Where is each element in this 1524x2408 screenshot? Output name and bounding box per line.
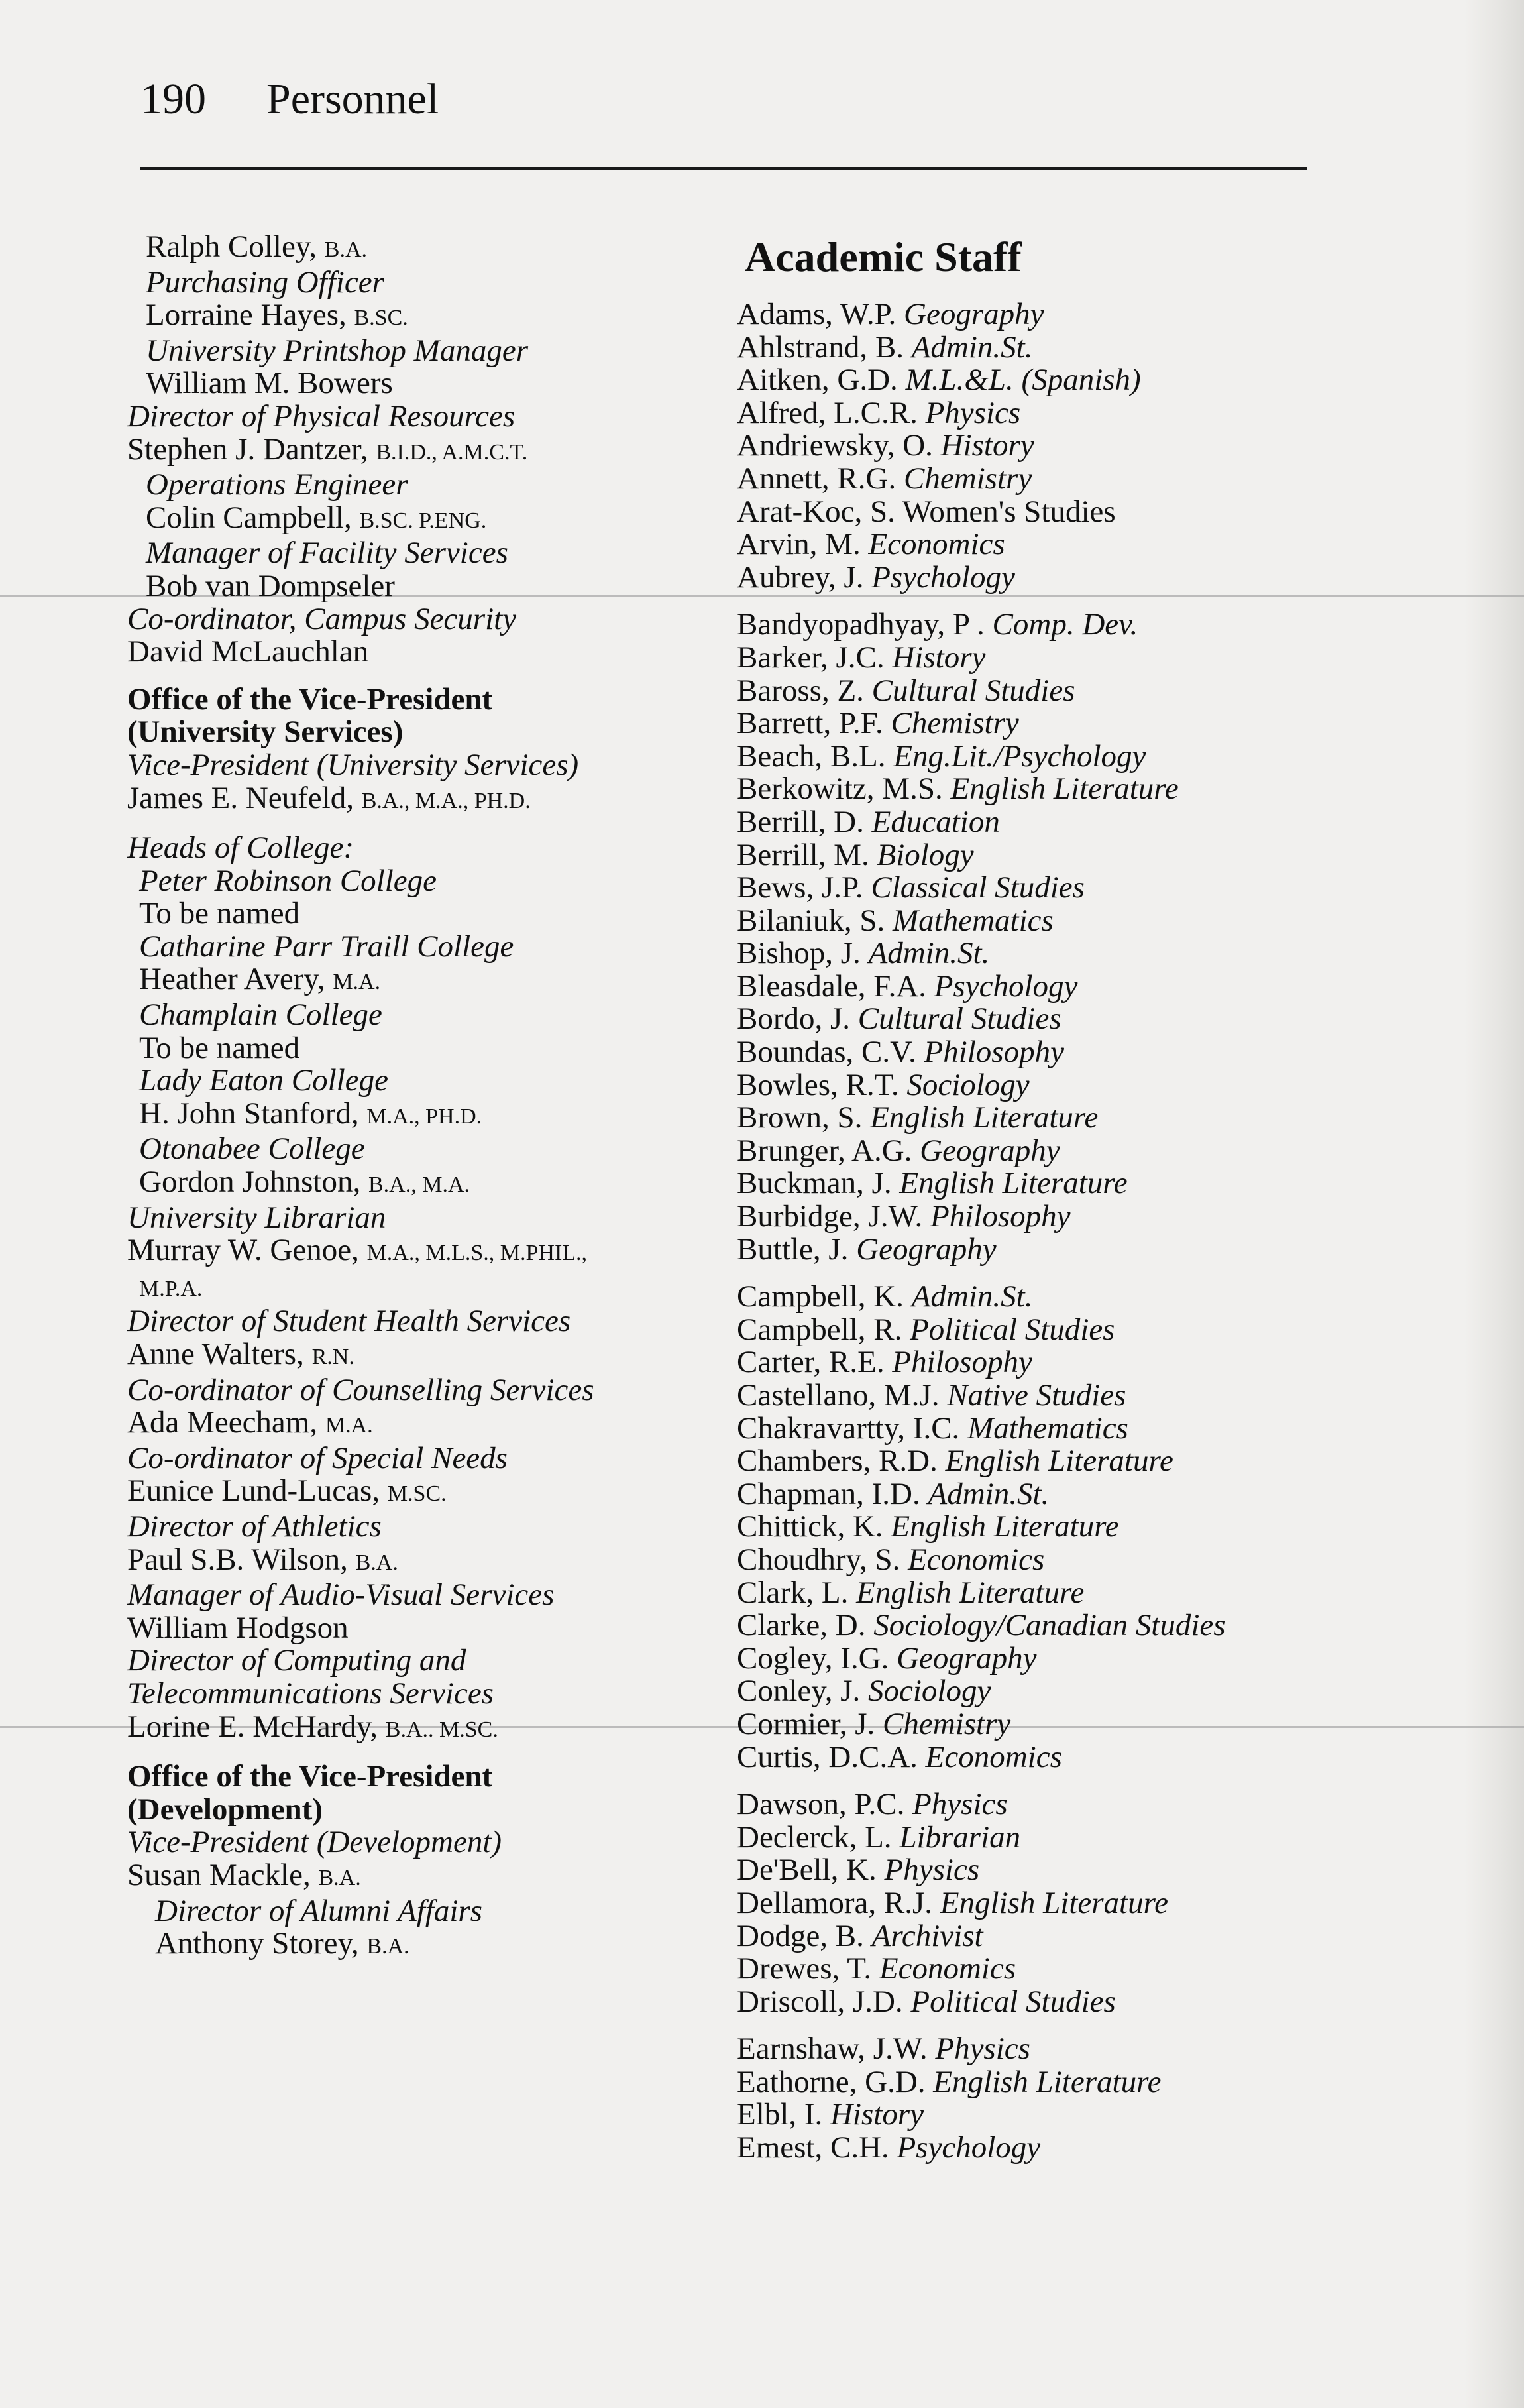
staff-name: Berrill, M.	[737, 837, 877, 872]
page-title: Personnel	[266, 75, 439, 123]
staff-name: Emest, C.H.	[737, 2130, 897, 2165]
degree: B.A., M.A.	[368, 1173, 470, 1198]
staff-department: Librarian	[899, 1819, 1021, 1855]
section-heading: Office of the Vice-President	[127, 681, 493, 717]
staff-name: Bilaniuk, S.	[737, 903, 893, 938]
staff-name: Alfred, L.C.R.	[737, 395, 926, 430]
person-name	[127, 636, 710, 669]
name-text: Lorraine Hayes,	[146, 298, 354, 333]
staff-department: Mathematics	[893, 903, 1054, 938]
academic-staff-list	[737, 298, 1399, 2165]
role-title: Heads of College:	[127, 831, 354, 866]
degree: M.P.A.	[139, 1276, 203, 1301]
staff-name: Cogley, I.G.	[737, 1640, 897, 1676]
staff-entry	[737, 298, 1399, 331]
staff-name: Buckman, J.	[737, 1166, 900, 1201]
person-name	[127, 1859, 710, 1895]
role-title: Catharine Parr Traill College	[139, 929, 514, 964]
alphabet-group	[737, 298, 1399, 594]
person-name	[127, 1406, 710, 1442]
staff-name: Brunger, A.G.	[737, 1133, 920, 1168]
name-text: Ada Meecham,	[127, 1405, 325, 1440]
staff-name: Chapman, I.D.	[737, 1476, 928, 1511]
name-text: H. John Stanford,	[139, 1096, 367, 1131]
staff-entry	[737, 1445, 1399, 1478]
staff-department: English Literature	[940, 1885, 1168, 1920]
staff-name: Choudhry, S.	[737, 1542, 908, 1577]
staff-name: De'Bell, K.	[737, 1853, 885, 1888]
name-text: Murray W. Genoe,	[127, 1233, 367, 1268]
name-text: Susan Mackle,	[127, 1857, 319, 1892]
staff-name: Bandyopadhyay, P .	[737, 607, 993, 642]
staff-department: Political Studies	[910, 1312, 1115, 1347]
degree: M.A., M.L.S., M.PHIL.,	[366, 1241, 588, 1266]
staff-name: Brown, S.	[737, 1100, 871, 1135]
section-heading: (Development)	[127, 1792, 323, 1827]
staff-department: Classical Studies	[871, 870, 1085, 905]
degree: B.A.	[355, 1550, 398, 1575]
staff-entry	[737, 872, 1399, 905]
name-text: Anthony Storey,	[155, 1926, 367, 1961]
degree: B.SC.	[354, 306, 408, 331]
staff-entry	[737, 561, 1399, 595]
staff-department: Philosophy	[930, 1199, 1071, 1234]
staff-entry	[737, 331, 1399, 365]
person-name	[146, 299, 710, 335]
header-rule	[140, 167, 1307, 170]
staff-department: Philosophy	[924, 1035, 1064, 1070]
staff-department: Comp. Dev.	[992, 607, 1138, 642]
staff-entry	[737, 1102, 1399, 1135]
staff-name: Burbidge, J.W.	[737, 1199, 931, 1234]
staff-department: Sociology	[868, 1674, 991, 1709]
staff-name: Cormier, J.	[737, 1706, 883, 1741]
staff-name: Chambers, R.D.	[737, 1444, 946, 1479]
staff-department: Psychology	[897, 2130, 1041, 2165]
staff-entry	[737, 1233, 1399, 1267]
role-title: Co-ordinator of Special Needs	[127, 1440, 508, 1475]
staff-name: Barker, J.C.	[737, 640, 893, 675]
staff-name: Chakravartty, I.C.	[737, 1410, 968, 1446]
name-text: Heather Avery,	[139, 962, 333, 997]
role-title: Champlain College	[139, 998, 382, 1033]
staff-entry	[737, 1281, 1399, 1314]
staff-department: Psychology	[934, 968, 1078, 1003]
staff-entry	[737, 740, 1399, 774]
staff-entry	[737, 1379, 1399, 1412]
name-text: Ralph Colley,	[146, 229, 325, 264]
staff-name: Curtis, D.C.A.	[737, 1739, 926, 1774]
degree: B.A.. M.SC.	[385, 1717, 498, 1742]
role-title: University Printshop Manager	[146, 333, 528, 368]
role-title: Telecommunications Services	[127, 1676, 494, 1711]
person-name	[146, 502, 710, 538]
staff-name: Drewes, T.	[737, 1951, 879, 1986]
staff-entry	[737, 1854, 1399, 1887]
staff-department: History	[892, 640, 986, 675]
staff-name: Dellamora, R.J.	[737, 1885, 940, 1920]
staff-entry	[737, 707, 1399, 740]
staff-department: Geography	[920, 1133, 1060, 1168]
staff-department: Economics	[908, 1542, 1045, 1577]
staff-department: Philosophy	[892, 1345, 1032, 1380]
degree: M.SC.	[387, 1481, 447, 1507]
staff-entry	[737, 1135, 1399, 1168]
staff-department: Physics	[935, 2032, 1030, 2067]
staff-name: Driscoll, J.D.	[737, 1984, 911, 2019]
staff-department: Physics	[884, 1853, 980, 1888]
person-name	[127, 782, 710, 818]
role-title: Co-ordinator, Campus Security	[127, 601, 517, 636]
staff-name: Ahlstrand, B.	[737, 329, 912, 365]
person-name	[139, 897, 710, 931]
staff-entry	[737, 364, 1399, 397]
staff-department: Economics	[868, 527, 1005, 562]
degree: R.N.	[311, 1345, 354, 1369]
role-title: University Librarian	[127, 1200, 386, 1235]
staff-department: Psychology	[871, 559, 1015, 595]
alphabet-group	[737, 2033, 1399, 2164]
person-name	[127, 433, 710, 469]
role-title: Manager of Facility Services	[146, 536, 508, 571]
person-name	[155, 1927, 710, 1963]
staff-entry	[737, 970, 1399, 1003]
degree: B.A., M.A., PH.D.	[361, 788, 531, 813]
administrative-staff-column	[127, 231, 710, 1963]
staff-department: English Literature	[933, 2064, 1162, 2099]
role-title: Manager of Audio-Visual Services	[127, 1577, 555, 1613]
staff-department: Sociology	[906, 1067, 1030, 1102]
staff-entry	[737, 463, 1399, 496]
name-text: Lorine E. McHardy,	[127, 1709, 386, 1744]
name-text: Gordon Johnston,	[139, 1165, 368, 1200]
staff-name: Barrett, P.F.	[737, 706, 891, 741]
person-name	[146, 231, 710, 266]
staff-entry	[737, 1036, 1399, 1069]
staff-department: Physics	[925, 395, 1021, 430]
staff-name: Bews, J.P.	[737, 870, 871, 905]
section-gap	[127, 669, 710, 683]
alphabet-group	[737, 1788, 1399, 2018]
staff-department: Political Studies	[910, 1984, 1116, 2019]
staff-entry	[737, 2033, 1399, 2066]
staff-entry	[737, 1577, 1399, 1610]
staff-name: Andriewsky, O.	[737, 428, 941, 463]
staff-department: Geography	[897, 1640, 1037, 1676]
name-text: David McLauchlan	[127, 634, 369, 669]
staff-department: Economics	[925, 1739, 1062, 1774]
staff-entry	[737, 839, 1399, 872]
academic-staff-column	[737, 231, 1399, 2165]
staff-department: Chemistry	[891, 706, 1019, 741]
name-text: Paul S.B. Wilson,	[127, 1542, 356, 1577]
staff-entry	[737, 1346, 1399, 1379]
staff-entry	[737, 2098, 1399, 2132]
academic-staff-title: Academic Staff	[745, 233, 1022, 280]
role-title: Lady Eaton College	[139, 1063, 388, 1098]
staff-department: English Literature	[870, 1100, 1099, 1135]
staff-name: Conley, J.	[737, 1674, 869, 1709]
role-title: Peter Robinson College	[139, 863, 437, 898]
name-text: Colin Campbell,	[146, 500, 360, 535]
staff-department: English Literature	[891, 1509, 1119, 1544]
staff-department: English Literature	[950, 772, 1179, 807]
staff-entry	[737, 1544, 1399, 1577]
name-text: Stephen J. Dantzer,	[127, 431, 376, 467]
staff-department: Admin.St.	[911, 1279, 1033, 1314]
staff-entry	[737, 675, 1399, 708]
role-title: Vice-President (University Services)	[127, 747, 579, 782]
staff-name: Aubrey, J.	[737, 559, 872, 595]
role-title: Co-ordinator of Counselling Services	[127, 1372, 594, 1407]
role-title: Director of Student Health Services	[127, 1304, 571, 1339]
staff-name: Berkowitz, M.S.	[737, 772, 951, 807]
staff-name: Castellano, M.J.	[737, 1378, 948, 1412]
name-text: William Hodgson	[127, 1610, 349, 1645]
staff-name: Buttle, J.	[737, 1232, 857, 1267]
staff-department: M.L.&L. (Spanish)	[905, 363, 1141, 398]
person-name	[127, 1711, 710, 1747]
staff-department: Biology	[877, 837, 974, 872]
staff-entry	[737, 1200, 1399, 1233]
staff-entry	[737, 2066, 1399, 2099]
staff-department: Eng.Lit./Psychology	[893, 738, 1146, 774]
staff-entry	[737, 937, 1399, 970]
degree-continuation	[139, 1270, 710, 1306]
staff-name: Earnshaw, J.W.	[737, 2032, 936, 2067]
staff-department: Mathematics	[967, 1410, 1128, 1446]
staff-name: Bordo, J.	[737, 1002, 858, 1037]
staff-name: Bleasdale, F.A.	[737, 968, 934, 1003]
staff-name: Eathorne, G.D.	[737, 2064, 934, 2099]
staff-name: Campbell, K.	[737, 1279, 912, 1314]
staff-department: Chemistry	[883, 1706, 1011, 1741]
staff-department: Admin.St.	[928, 1476, 1050, 1511]
role-title: Purchasing Officer	[146, 264, 384, 300]
staff-department: Cultural Studies	[857, 1002, 1061, 1037]
staff-entry	[737, 496, 1399, 529]
degree: B.SC. P.ENG.	[359, 508, 487, 533]
person-name	[146, 367, 710, 400]
staff-name: Bowles, R.T.	[737, 1067, 907, 1102]
staff-entry	[737, 1887, 1399, 1920]
staff-name: Beach, B.L.	[737, 738, 894, 774]
role-title: Director of Computing and	[127, 1643, 466, 1678]
staff-name: Berrill, D.	[737, 804, 872, 839]
staff-department: Native Studies	[947, 1378, 1126, 1412]
staff-name: Dodge, B.	[737, 1918, 872, 1953]
staff-department: Admin.St.	[868, 936, 990, 971]
name-text: To be named	[139, 896, 300, 931]
staff-entry	[737, 430, 1399, 463]
page-edge-shadow	[1464, 0, 1524, 2408]
staff-department: English Literature	[899, 1166, 1128, 1201]
staff-department: History	[940, 428, 1034, 463]
degree: B.A.	[324, 237, 368, 262]
alphabet-group	[737, 608, 1399, 1266]
staff-name: Carter, R.E.	[737, 1345, 893, 1380]
page-number: 190	[140, 75, 206, 123]
staff-name: Aitken, G.D.	[737, 363, 906, 398]
staff-entry	[737, 1003, 1399, 1036]
staff-department: Education	[871, 804, 1000, 839]
staff-name: Campbell, R.	[737, 1312, 910, 1347]
degree: B.A.	[318, 1865, 361, 1890]
staff-department: Physics	[912, 1787, 1008, 1822]
staff-name: Clarke, D.	[737, 1608, 874, 1643]
staff-entry	[737, 1412, 1399, 1446]
staff-entry	[737, 905, 1399, 938]
staff-entry	[737, 528, 1399, 561]
staff-department: History	[830, 2097, 924, 2132]
staff-entry	[737, 1069, 1399, 1102]
staff-entry	[737, 773, 1399, 806]
role-title: Director of Alumni Affairs	[155, 1893, 482, 1928]
role-title: Operations Engineer	[146, 467, 408, 502]
staff-entry	[737, 608, 1399, 642]
staff-name: Elbl, I.	[737, 2097, 830, 2132]
staff-name: Dawson, P.C.	[737, 1787, 913, 1822]
staff-department: Geography	[904, 297, 1044, 331]
staff-name: Arat-Koc, S. Women's Studies	[737, 494, 1116, 529]
staff-entry	[737, 1314, 1399, 1347]
degree: B.I.D., A.M.C.T.	[376, 439, 528, 465]
staff-department: English Literature	[856, 1575, 1085, 1610]
section-gap	[127, 817, 710, 832]
person-name	[127, 1544, 710, 1579]
staff-entry	[737, 1511, 1399, 1544]
staff-entry	[737, 1953, 1399, 1986]
person-name	[146, 570, 710, 603]
name-text: Anne Walters,	[127, 1337, 312, 1371]
staff-entry	[737, 397, 1399, 430]
staff-entry	[737, 1708, 1399, 1741]
role-title: Director of Athletics	[127, 1509, 382, 1544]
staff-name: Adams, W.P.	[737, 297, 904, 331]
degree: M.A.	[333, 970, 381, 995]
staff-entry	[737, 1986, 1399, 2019]
staff-department: Admin.St.	[911, 329, 1033, 365]
staff-department: English Literature	[945, 1444, 1173, 1479]
staff-department: Geography	[856, 1232, 997, 1267]
person-name	[127, 1338, 710, 1374]
staff-name: Bishop, J.	[737, 936, 869, 971]
staff-entry	[737, 1741, 1399, 1774]
person-name	[139, 963, 710, 999]
name-text: Bob van Dompseler	[146, 568, 395, 603]
staff-name: Annett, R.G.	[737, 461, 904, 496]
staff-entry	[737, 2132, 1399, 2165]
staff-entry	[737, 1609, 1399, 1642]
person-name	[127, 1612, 710, 1645]
staff-entry	[737, 642, 1399, 675]
degree: B.A.	[366, 1934, 409, 1959]
staff-entry	[737, 1642, 1399, 1676]
staff-entry	[737, 1675, 1399, 1708]
staff-entry	[737, 1920, 1399, 1953]
staff-entry	[737, 1788, 1399, 1821]
degree: M.A., PH.D.	[366, 1104, 482, 1129]
person-name	[127, 1234, 710, 1270]
staff-entry	[737, 806, 1399, 839]
person-name	[127, 1475, 710, 1511]
section-gap	[127, 1746, 710, 1760]
staff-department: Archivist	[871, 1918, 983, 1953]
staff-name: Declerck, L.	[737, 1819, 900, 1855]
role-title: Vice-President (Development)	[127, 1825, 502, 1860]
staff-entry	[737, 1478, 1399, 1511]
staff-department: Chemistry	[903, 461, 1032, 496]
page-header	[140, 74, 439, 125]
staff-name: Clark, L.	[737, 1575, 857, 1610]
person-name	[139, 1032, 710, 1065]
name-text: James E. Neufeld,	[127, 780, 362, 815]
staff-entry	[737, 1821, 1399, 1855]
staff-name: Baross, Z.	[737, 673, 872, 708]
person-name	[139, 1098, 710, 1133]
section-heading: (University Services)	[127, 715, 404, 750]
role-title: Director of Physical Resources	[127, 398, 516, 433]
alphabet-group	[737, 1281, 1399, 1774]
name-text: To be named	[139, 1030, 300, 1065]
name-text: William M. Bowers	[146, 366, 393, 401]
staff-department: Sociology/Canadian Studies	[873, 1608, 1226, 1643]
staff-department: Economics	[879, 1951, 1016, 1986]
section-heading: Office of the Vice-President	[127, 1759, 493, 1794]
staff-name: Chittick, K.	[737, 1509, 891, 1544]
staff-name: Boundas, C.V.	[737, 1035, 924, 1070]
degree: M.A.	[325, 1413, 373, 1438]
role-title: Otonabee College	[139, 1131, 365, 1167]
staff-department: Cultural Studies	[871, 673, 1075, 708]
staff-entry	[737, 1167, 1399, 1200]
staff-name: Arvin, M.	[737, 527, 869, 562]
person-name	[139, 1166, 710, 1202]
name-text: Eunice Lund-Lucas,	[127, 1473, 388, 1509]
